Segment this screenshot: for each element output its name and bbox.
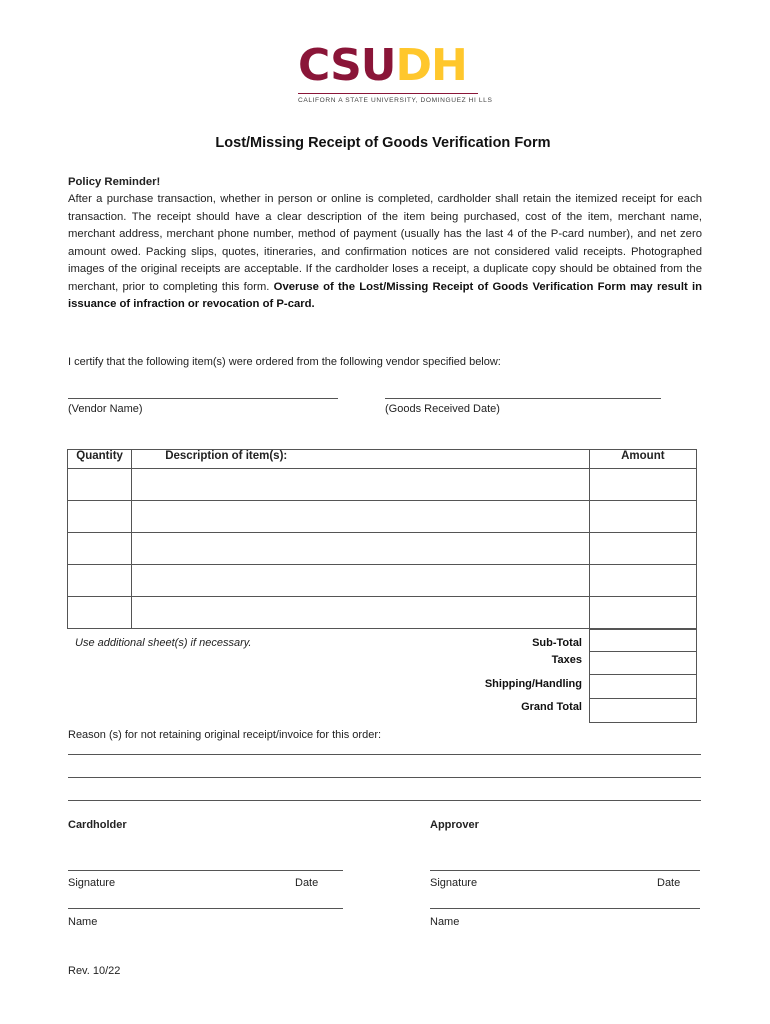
- description-cell[interactable]: [132, 565, 589, 597]
- amount-header: Amount: [589, 450, 696, 469]
- approver-date-label: Date: [657, 877, 681, 889]
- quantity-cell[interactable]: [68, 533, 132, 565]
- amount-cell[interactable]: [589, 565, 696, 597]
- approver-name-line[interactable]: [430, 908, 700, 909]
- vendor-name-field[interactable]: [68, 398, 338, 399]
- quantity-header: Quantity: [68, 450, 132, 469]
- cardholder-date-label: Date: [295, 877, 319, 889]
- amount-cell[interactable]: [589, 533, 696, 565]
- certify-text: I certify that the following item(s) were ordered from the following vendor specified below:: [68, 356, 501, 368]
- amount-cell[interactable]: [589, 501, 696, 533]
- grand-total-field[interactable]: [590, 699, 697, 723]
- vendor-name-label: (Vendor Name): [68, 403, 143, 415]
- description-cell[interactable]: [132, 501, 589, 533]
- policy-warning: Overuse of the Lost/Missing Receipt of Goods Verification Form may result in issuance of infraction or revocation of P-card.: [68, 280, 703, 310]
- logo-rule: [298, 93, 478, 94]
- approver-signature-label: Signature: [430, 877, 478, 889]
- quantity-cell[interactable]: [68, 597, 132, 629]
- table-row: [68, 469, 697, 501]
- logo-dh: DH: [395, 40, 467, 91]
- items-header-row: [68, 450, 697, 469]
- description-cell[interactable]: [132, 469, 589, 501]
- reason-line[interactable]: [68, 754, 701, 755]
- quantity-cell[interactable]: [68, 469, 132, 501]
- description-cell[interactable]: [132, 533, 589, 565]
- additional-sheets-note: Use additional sheet(s) if necessary.: [75, 637, 252, 649]
- cardholder-signature-label: Signature: [68, 877, 116, 889]
- amount-cell[interactable]: [589, 597, 696, 629]
- quantity-cell[interactable]: [68, 565, 132, 597]
- description-header: Description of item(s):: [132, 450, 589, 469]
- cardholder-name-label: Name: [68, 916, 98, 928]
- table-row: [68, 597, 697, 629]
- amount-cell[interactable]: [589, 469, 696, 501]
- cardholder-signature-line[interactable]: [68, 870, 343, 871]
- approver-name-label: Name: [430, 916, 460, 928]
- shipping-handling-label: Shipping/Handling: [484, 678, 582, 690]
- revision-label: Rev. 10/22: [68, 965, 121, 977]
- taxes-label: Taxes: [551, 654, 582, 666]
- goods-received-date-field[interactable]: [385, 398, 661, 399]
- cardholder-name-line[interactable]: [68, 908, 343, 909]
- reason-label: Reason (s) for not retaining original receipt/invoice for this order:: [68, 729, 382, 741]
- reason-line[interactable]: [68, 800, 701, 801]
- taxes-field[interactable]: [590, 652, 697, 675]
- policy-text: After a purchase transaction, whether in person or online is completed, cardholder shall retain the itemized receipt for each transaction. The receipt should have a clear description of the item being purchased, cost of the item, merchant name, merchant address, merchant phone number, method of payment (usually has the last 4 of the P-card number), and net zero amount owed. Packing slips, quotes, itineraries, and confirmation notices are not considered valid receipts. Photographed images of the original receipts are acceptable. If the cardholder loses a receipt, a duplicate copy should be obtained from the merchant, prior to completing this form.: [68, 193, 702, 293]
- reason-line[interactable]: [68, 777, 701, 778]
- table-row: [68, 565, 697, 597]
- quantity-cell[interactable]: [68, 501, 132, 533]
- policy-heading: Policy Reminder!: [68, 176, 161, 188]
- form-title: Lost/Missing Receipt of Goods Verification Form: [215, 135, 551, 151]
- logo: [298, 40, 493, 104]
- description-cell[interactable]: [132, 597, 589, 629]
- totals-table: [589, 629, 697, 723]
- table-row: [68, 501, 697, 533]
- subtotal-label: Sub-Total: [532, 637, 582, 649]
- cardholder-heading: Cardholder: [68, 819, 127, 831]
- grand-total-label: Grand Total: [521, 701, 582, 713]
- goods-received-date-label: (Goods Received Date): [385, 403, 500, 415]
- approver-heading: Approver: [430, 819, 479, 831]
- logo-subtitle: CALIFORN A STATE UNIVERSITY, DOMINGUEZ HI LLS: [298, 97, 493, 104]
- shipping-handling-field[interactable]: [590, 675, 697, 699]
- logo-wordmark: [298, 40, 480, 91]
- subtotal-field[interactable]: [590, 630, 697, 652]
- logo-csu: CSU: [298, 40, 396, 91]
- table-row: [68, 533, 697, 565]
- policy-body: [68, 191, 702, 314]
- items-table: [67, 449, 697, 629]
- approver-signature-line[interactable]: [430, 870, 700, 871]
